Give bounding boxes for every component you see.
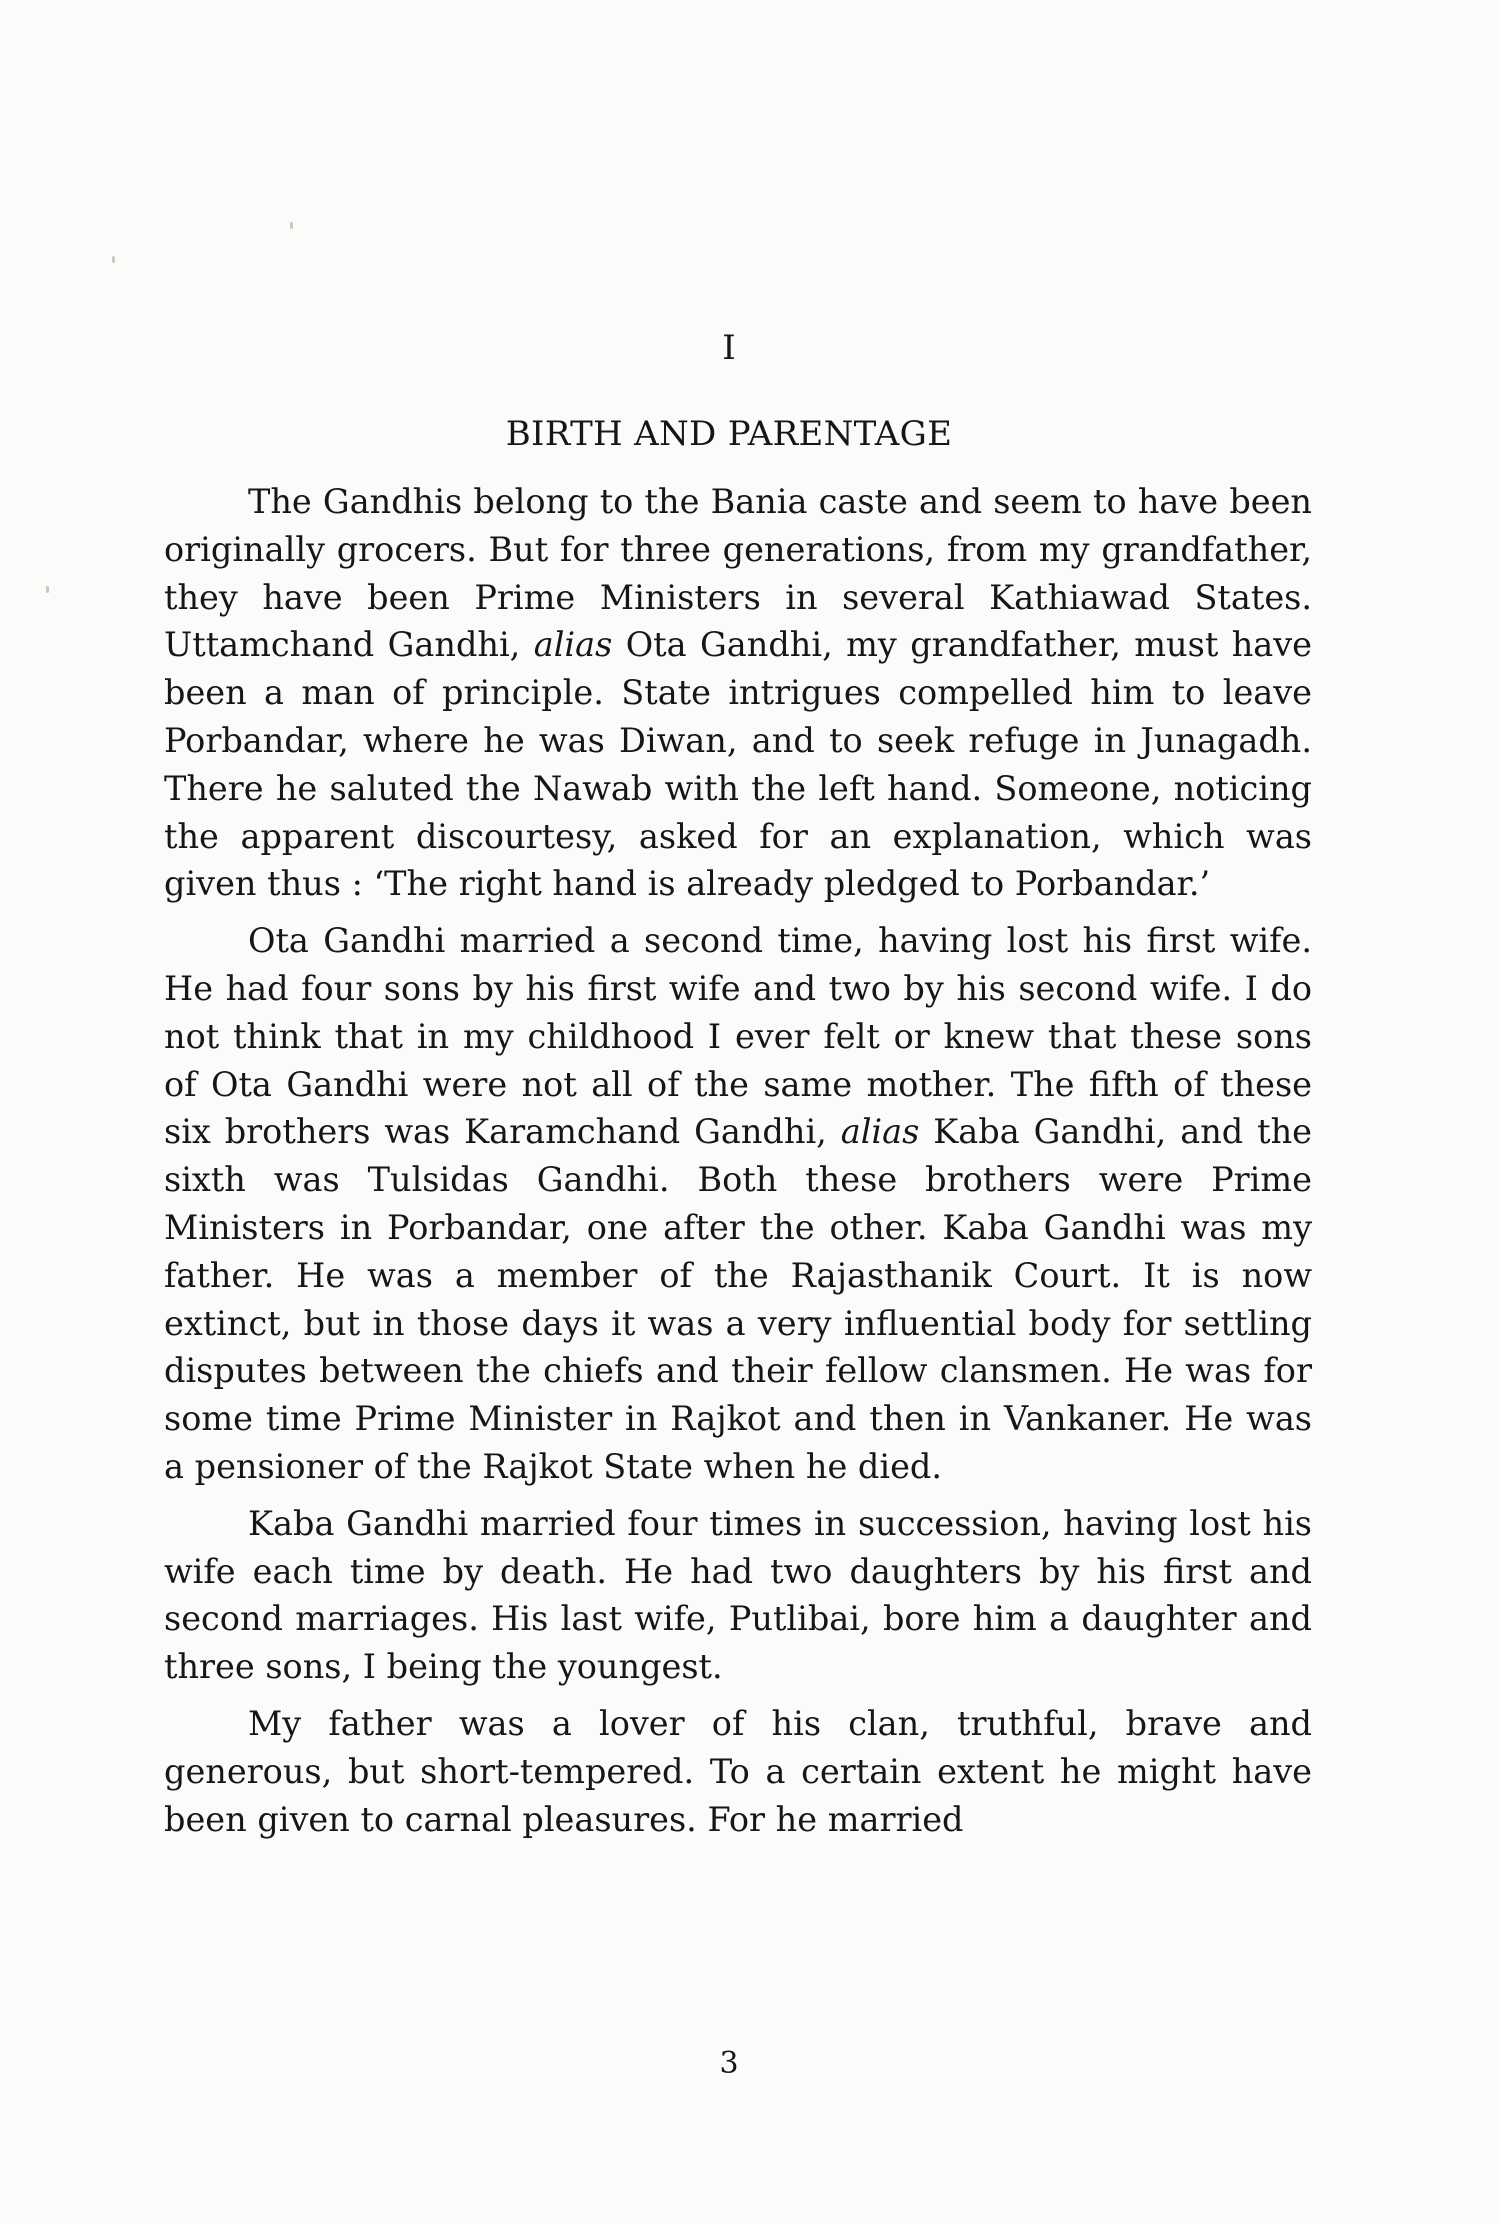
paragraph: [164, 478, 1312, 908]
chapter-title: BIRTH AND PARENTAGE: [505, 414, 953, 454]
paragraph-text: My father was a lover of his clan, truthful, brave and generous, but short-tempered. To a certain extent he might have been given to carnal pleasures. For he married: [164, 1703, 1312, 1839]
paragraph-text: Kaba Gandhi married four times in succession, having lost his wife each time by death. He had two daughters by his first and second marriages. His last wife, Putlibai, bore him a daughter and three sons, I being the youngest.: [164, 1503, 1312, 1687]
paragraph: [164, 917, 1312, 1491]
paragraph-text: Kaba Gandhi, and the sixth was Tulsidas Gandhi. Both these brothers were Prime Ministers in Porbandar, one after the other. Kaba Gandhi was my father. He was a member of the Rajasthanik Court. It is now extinct, but in those days it was a very influential body for settling disputes between the chiefs and their fellow clansmen. He was for some time Prime Minister in Rajkot and then in Vankaner. He was a pensioner of the Rajkot State when he died.: [164, 1112, 1312, 1486]
paragraph-text: The Gandhis belong to the Bania caste and seem to have been originally grocers. But for three generations, from my grandfather, they have been Prime Ministers in several Kathiawad States. Uttamchand Gandhi,: [164, 482, 1312, 665]
paragraph: [164, 1700, 1312, 1843]
chapter-number: I: [722, 328, 736, 368]
paragraph: [164, 1500, 1312, 1691]
italic-text: alias: [840, 1112, 920, 1152]
italic-text: alias: [533, 625, 613, 665]
paragraph-text: Ota Gandhi, my grandfather, must have been a man of principle. State intrigues compelled him to leave Porbandar, where he was Diwan, and to seek refuge in Junagadh. There he saluted the Nawab with the left hand. Someone, noticing the apparent discourtesy, asked for an explanation, which was given thus : ‘The right hand is already pledged to Porbandar.’: [164, 625, 1312, 904]
page-number: 3: [719, 2046, 739, 2081]
paper-speck: [290, 222, 293, 229]
paragraph-text: Ota Gandhi married a second time, having lost his first wife. He had four sons by his first wife and two by his second wife. I do not think that in my childhood I ever felt or knew that these sons of Ota Gandhi were not all of the same mother. The fifth of these six brothers was Karamchand Gandhi,: [164, 921, 1312, 1152]
body-text: [164, 478, 1312, 1843]
paper-speck: [46, 586, 49, 593]
paper-speck: [112, 256, 115, 263]
